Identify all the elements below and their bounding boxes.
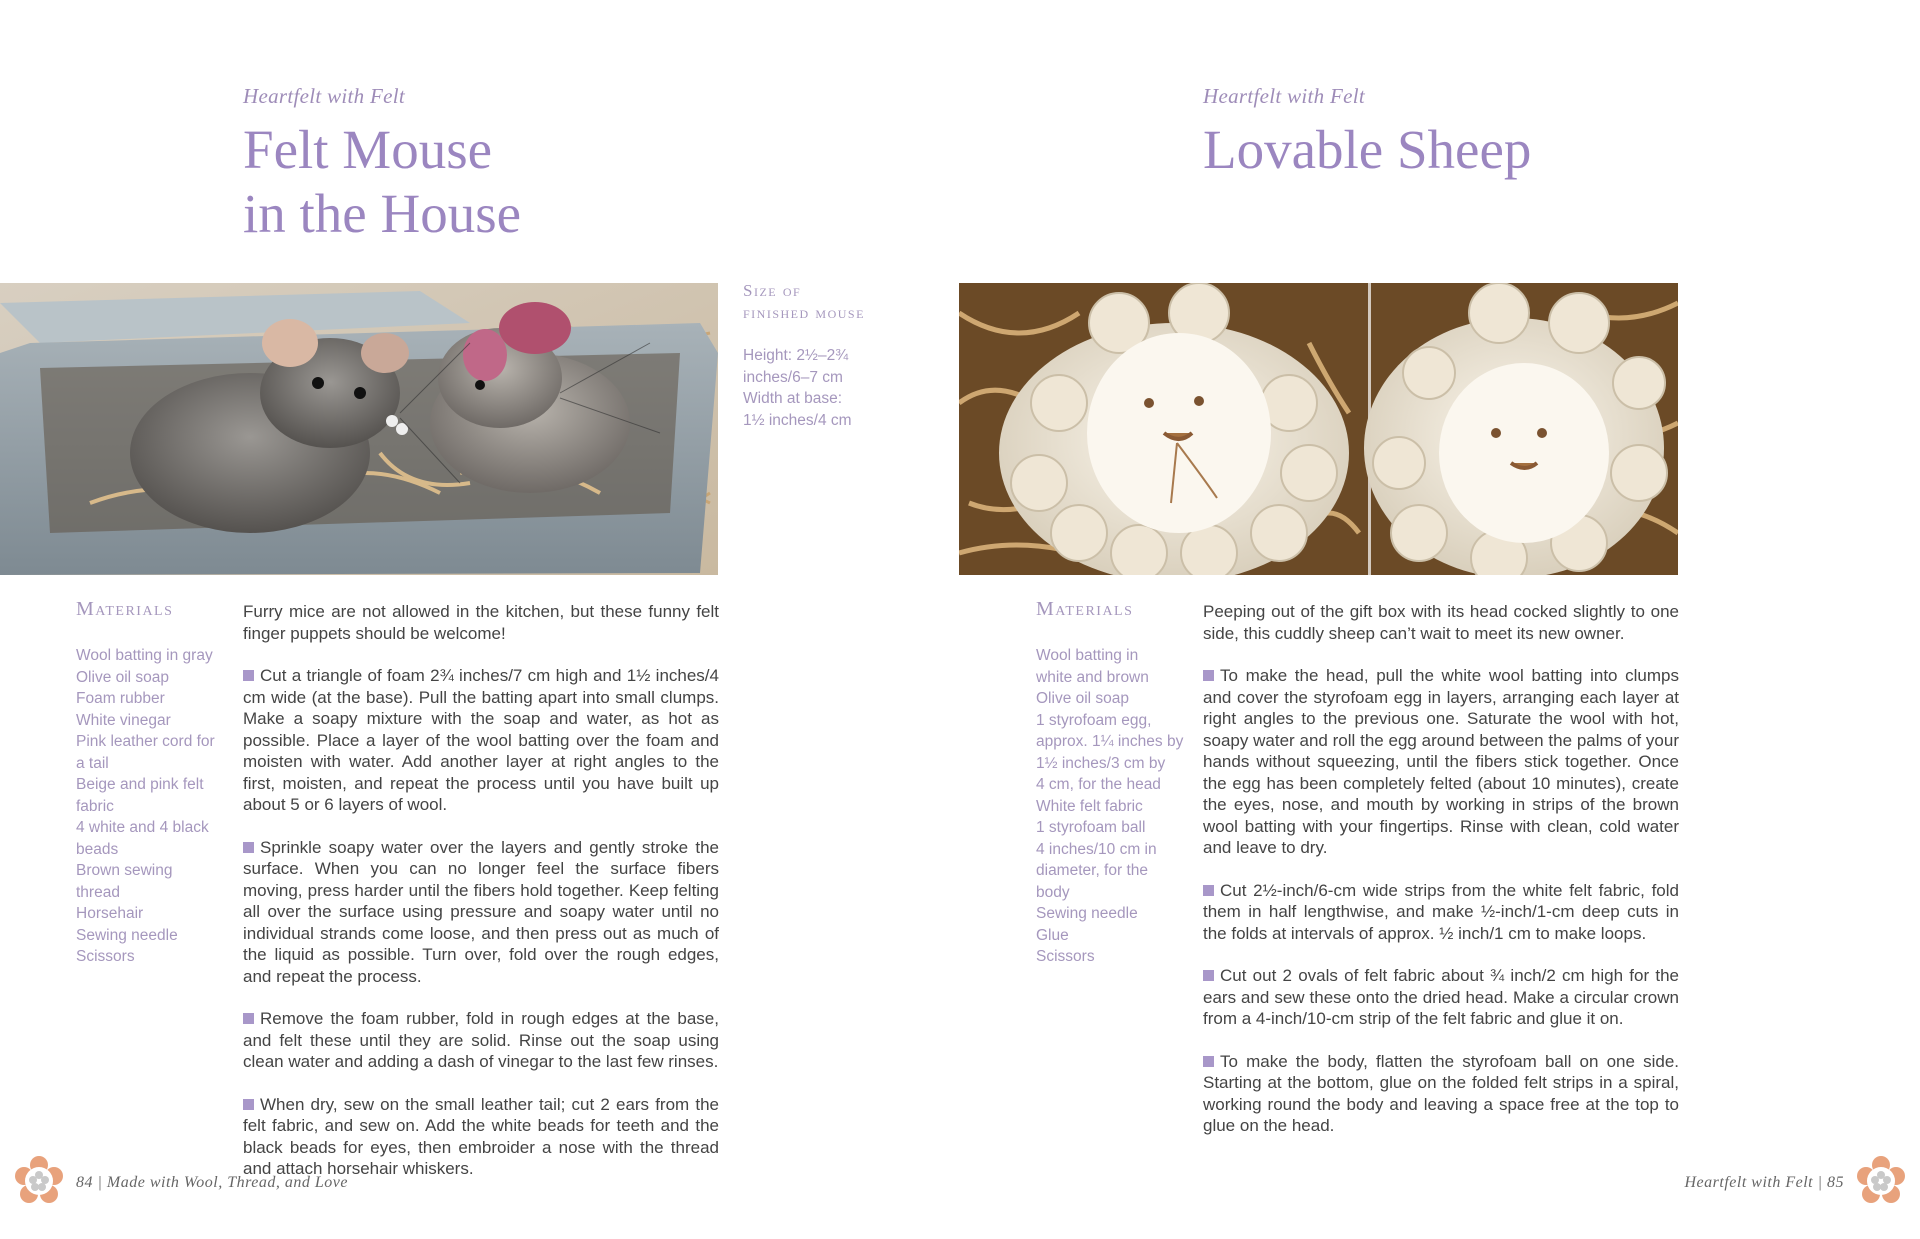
step-text: Sprinkle soapy water over the layers and gently stroke the surface. When you can no longer feel the surface fibers moving, press harder until the fibers hold together. Keep felting all over the surface using pressure and soapy water until no individual strands come loose, and then press out as much of the liquid as possible. Turn over, fold over the rough edges, and repeat the process. [243,837,719,986]
step-paragraph [243,1094,719,1180]
material-item: a tail [76,754,109,772]
size-values [743,345,852,431]
step-text: Cut 2½-inch/6-cm wide strips from the white felt fabric, fold them in half lengthwise, and make ½-inch/1-cm deep cuts in the folds at intervals of approx. ½ inch/1 cm to make loops. [1203,880,1679,943]
step-paragraph [1203,965,1679,1030]
material-item: White vinegar [76,711,171,729]
material-item: White felt fabric [1036,797,1143,815]
material-item: Glue [1036,926,1069,944]
material-item: Horsehair [76,905,144,922]
right-footer: Heartfelt with Felt | 85 [1684,1174,1844,1191]
flower-ornament-icon [1856,1156,1906,1206]
size-heading-line1: Size of [743,281,802,300]
step-text: Cut out 2 ovals of felt fabric about ¾ inch/2 cm high for the ears and sew these onto the dried head. Make a circular crown from a 4-inch/10-cm strip of the felt fabric and glue it on. [1203,966,1679,1028]
right-materials-heading: Materials [1036,598,1134,620]
material-item: Wool batting in gray [76,647,213,664]
material-item: Brown sewing [76,862,173,879]
size-line: 1½ inches/4 cm [743,411,852,429]
size-heading [743,280,865,324]
bullet-square-icon [243,670,254,681]
step-paragraph [243,665,719,816]
step-paragraph [1203,665,1679,859]
material-item: 1½ inches/3 cm by [1036,754,1166,772]
left-page-title [243,118,521,246]
left-title-line2: in the House [243,183,522,244]
material-item: 1 styrofoam egg, [1036,711,1152,729]
right-kicker: Heartfelt with Felt [1203,84,1366,108]
left-materials-heading: Materials [76,598,174,620]
material-item: Scissors [76,948,135,965]
material-item: 4 white and 4 black [76,819,209,836]
material-item: beads [76,840,119,858]
sheep-photo [959,283,1678,575]
material-item: Pink leather cord for [76,733,215,750]
flower-ornament-icon [14,1156,64,1206]
material-item: Sewing needle [76,926,178,944]
material-item: Olive oil soap [76,668,170,686]
step-text: To make the head, pull the white wool batting into clumps and cover the styrofoam egg in layers, arranging each layer at right angles to the previous one. Saturate the wool with hot, soapy water and roll the egg around between the palms of your hands without squeezing, until the fibers stick together. Once the egg has been completely felted (about 10 minutes), create the eyes, nose, and mouth by working in strips of the brown wool batting with your fingertips. Rinse with clean, cold water and leave to dry. [1203,666,1679,857]
right-materials-list [1036,645,1183,968]
bullet-square-icon [1203,670,1214,681]
right-page-title: Lovable Sheep [1203,119,1532,180]
material-item: body [1036,883,1070,901]
left-footer: 84 | Made with Wool, Thread, and Love [76,1174,348,1191]
material-item: white and brown [1036,668,1149,686]
step-text: To make the body, flatten the styrofoam ball on one side. Starting at the bottom, glue on the folded felt strips in a spiral, working round the body and leaving a space free at the top to glue on the head. [1203,1051,1679,1135]
right-instructions [1203,601,1679,1158]
material-item: Wool batting in [1036,647,1139,664]
bullet-square-icon [1203,1056,1214,1067]
intro-paragraph: Peeping out of the gift box with its head cocked slightly to one side, this cuddly sheep can’t wait to meet its new owner. [1203,602,1679,643]
step-paragraph [243,1008,719,1073]
material-item: 4 cm, for the head [1036,776,1161,793]
material-item: Foam rubber [76,690,165,707]
step-text: When dry, sew on the small leather tail; cut 2 ears from the felt fabric, and sew on. Add the white beads for teeth and the black beads for eyes, then embroider a nose with the thread and attach horsehair whiskers. [243,1094,719,1178]
bullet-square-icon [243,1099,254,1110]
left-materials-list [76,645,215,968]
left-kicker: Heartfelt with Felt [243,84,406,108]
step-text: Cut a triangle of foam 2¾ inches/7 cm high and 1½ inches/4 cm wide (at the base). Pull the batting apart into small clumps. Make a soapy mixture with the soap and water, as hot as possible. Place a layer of the wool batting over the foam and moisten with water. Add another layer at right angles to the first, moisten, and repeat the process until you have built up about 5 or 6 layers of wool. [243,666,719,814]
left-title-line1: Felt Mouse [243,119,493,180]
material-item: Beige and pink felt [76,776,204,793]
material-item: diameter, for the [1036,862,1149,879]
step-paragraph [1203,880,1679,945]
material-item: Scissors [1036,948,1095,965]
material-item: 4 inches/10 cm in [1036,840,1157,858]
material-item: fabric [76,797,114,815]
step-paragraph [1203,1051,1679,1137]
bullet-square-icon [243,1013,254,1024]
bullet-square-icon [243,842,254,853]
material-item: Olive oil soap [1036,690,1130,707]
material-item: approx. 1¼ inches by [1036,733,1184,750]
material-item: thread [76,883,120,901]
bullet-square-icon [1203,970,1214,981]
intro-paragraph: Furry mice are not allowed in the kitchen, but these funny felt finger puppets should be welcome! [243,602,719,643]
size-line: inches/6–7 cm [743,368,843,386]
material-item: Sewing needle [1036,905,1138,922]
size-heading-line2: finished mouse [743,303,865,322]
mouse-photo [0,283,718,575]
bullet-square-icon [1203,885,1214,896]
left-instructions [243,601,719,1201]
size-line: Height: 2½–2¾ [743,347,849,364]
size-line: Width at base: [743,390,843,407]
material-item: 1 styrofoam ball [1036,819,1146,836]
step-paragraph [243,837,719,988]
step-text: Remove the foam rubber, fold in rough edges at the base, and felt these until they are solid. Rinse out the soap using clean water and adding a dash of vinegar to the last few rinses. [243,1009,719,1071]
